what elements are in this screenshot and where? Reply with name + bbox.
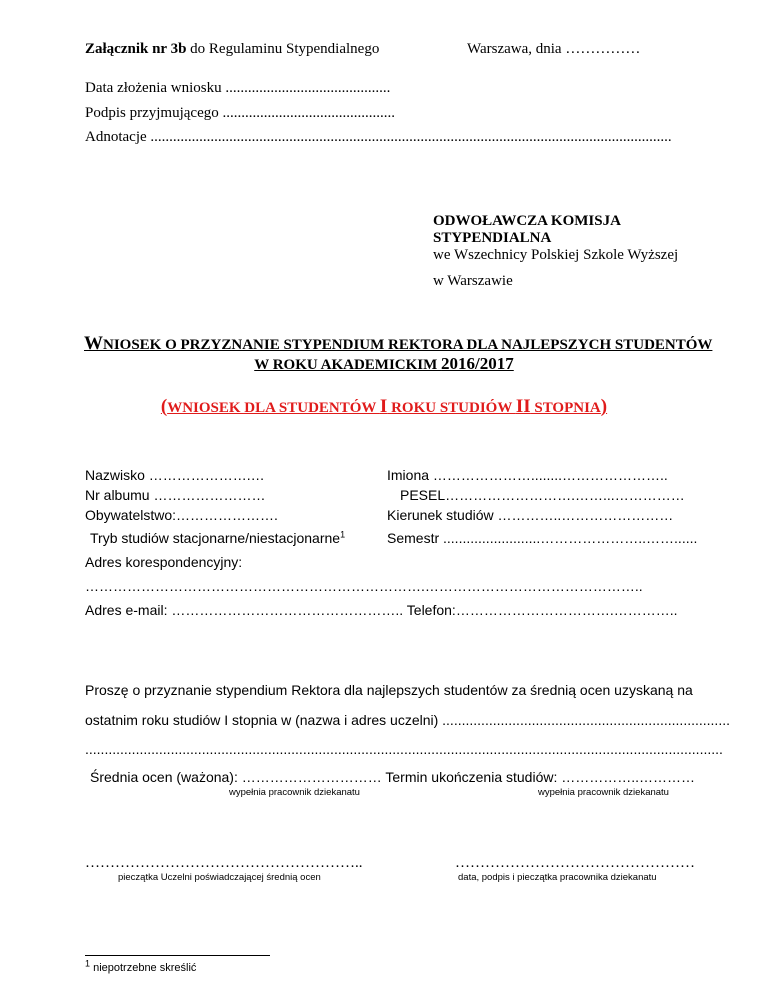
subtitle-part-e: STOPNIA [530, 400, 601, 416]
dean-office-signature-dots[interactable]: ………………………………………… [455, 855, 695, 871]
attachment-regulation: do Regulaminu Stypendialnego [186, 41, 380, 57]
surname-field[interactable]: Nazwisko ………………….… [85, 467, 265, 483]
footnote-separator [85, 955, 270, 956]
study-mode-label: Tryb studiów stacjonarne/niestacjonarne [90, 530, 341, 546]
correspondence-address-label: Adres korespondencyjny: [85, 554, 243, 570]
fill-note-left: wypełnia pracownik dziekanatu [229, 787, 360, 798]
title-initial: W [84, 333, 103, 354]
submission-date-line: Data złożenia wniosku ............................................ [85, 80, 391, 96]
footnote [85, 958, 197, 975]
average-grade-field[interactable]: Średnia ocen (ważona): ………………………… [90, 769, 386, 785]
phone-field[interactable]: Telefon:…………………………….………….. [406, 602, 678, 618]
footnote-text: niepotrzebne skreślić [90, 962, 197, 974]
footnote-marker: 1 [85, 958, 91, 969]
email-field[interactable]: Adres e-mail: ………………………………………….. [85, 602, 407, 618]
addressee-line-1: ODWOŁAWCZA KOMISJA [433, 213, 621, 229]
attachment-number: Załącznik nr 3b [85, 41, 187, 57]
attachment-reference [85, 40, 379, 58]
subtitle-part-b: I [379, 396, 388, 417]
study-mode-footnote-ref: 1 [340, 529, 346, 540]
citizenship-field[interactable]: Obywatelstwo:…………………. [85, 507, 278, 523]
addressee-line-4: w Warszawie [433, 273, 513, 289]
grades-line [90, 769, 695, 786]
addressee-line-2: STYPENDIALNA [433, 230, 552, 246]
subtitle-part-a: WNIOSEK DLA STUDENTÓW [167, 400, 380, 416]
place-date: Warszawa, dnia …………… [467, 41, 641, 57]
academic-year: 2016/2017 [441, 354, 514, 373]
semester-field[interactable]: Semestr .........................…………………..……...... [387, 530, 698, 546]
fill-note-right: wypełnia pracownik dziekanatu [538, 787, 669, 798]
completion-date-field[interactable]: Termin ukończenia studiów: ……………..………… [385, 769, 696, 785]
subtitle-open: ( [160, 396, 168, 417]
dean-office-signature-caption: data, podpis i pieczątka pracownika dziekanatu [458, 872, 657, 883]
addressee-line-3: we Wszechnicy Polskiej Szkole Wyższej [433, 247, 679, 263]
academic-year-label: W ROKU AKADEMICKIM [254, 357, 442, 373]
request-line-2[interactable]: ostatnim roku studiów I stopnia w (nazwa i adres uczelni) .......................................................................... [85, 712, 730, 728]
subtitle-close: ) [600, 396, 608, 417]
contact-line [85, 602, 677, 619]
first-names-field[interactable]: Imiona …………………........………………….. [387, 467, 668, 483]
request-line-3[interactable]: .................................................................................................................................................................... [85, 741, 723, 757]
study-mode-field[interactable] [90, 530, 345, 547]
request-line-1: Proszę o przyznanie stypendium Rektora dla najlepszych studentów za średnią ocen uzyskaną na [85, 682, 693, 698]
document-title-line-1 [84, 333, 713, 356]
correspondence-address-field[interactable]: ……………………………………………………………….……………………………………….. [85, 578, 643, 594]
document-title-line-2 [84, 354, 684, 374]
subtitle-part-c: ROKU STUDIÓW [387, 400, 516, 416]
album-number-field[interactable]: Nr albumu …………………… [85, 487, 266, 503]
field-of-study-field[interactable]: Kierunek studiów …………..…………………… [387, 507, 674, 523]
document-subtitle [84, 396, 684, 419]
receiver-signature-line: Podpis przyjmującego .............................................. [85, 105, 395, 121]
notes-line: Adnotacje ........................................................................................................................................... [85, 129, 672, 145]
subtitle-part-d: II [515, 396, 531, 417]
stamp-dots[interactable]: ……………………………………………….. [85, 855, 363, 871]
stamp-caption: pieczątka Uczelni poświadczającej średnią ocen [118, 872, 321, 883]
title-rest: NIOSEK O PRZYZNANIE STYPENDIUM REKTORA DLA NAJLEPSZYCH STUDENTÓW [103, 337, 713, 353]
pesel-field[interactable]: PESEL……………………….……...…………… [400, 487, 685, 503]
